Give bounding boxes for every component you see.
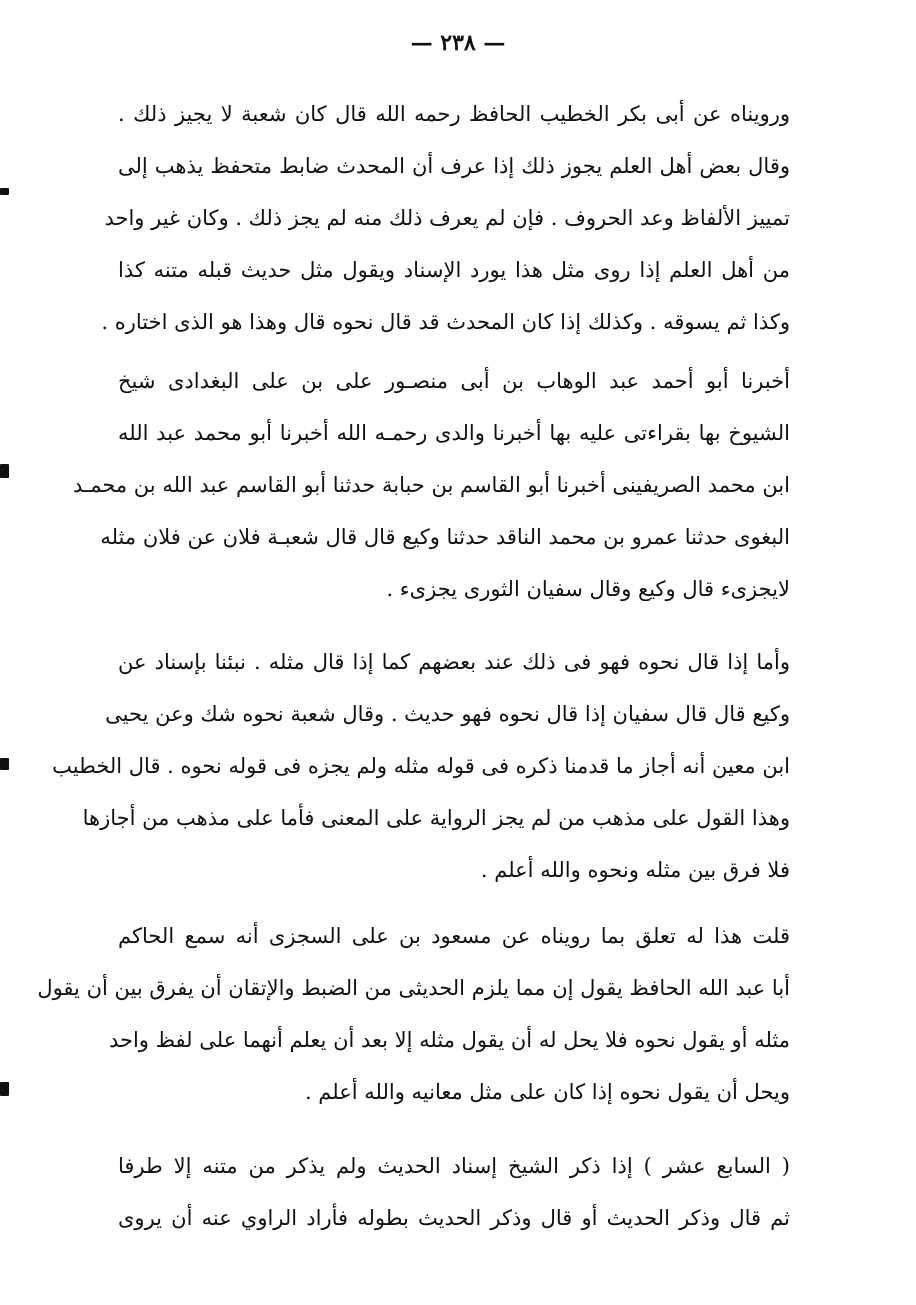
- paragraph-4: [37, 910, 790, 1118]
- text-line: مثله أو يقول نحوه فلا يحل له أن يقول مثله إلا بعد أن يعلم أنهما على لفظ واحد: [108, 1028, 790, 1052]
- text-line: وأما إذا قال نحوه فهو فى ذلك عند بعضهم كما إذا قال مثله . نبئنا بإسناد عن: [118, 650, 790, 674]
- text-line: وكيع قال قال سفيان إذا قال نحوه فهو حديث . وقال شعبة نحوه شك وعن يحيى: [105, 702, 790, 726]
- margin-mark: [0, 464, 9, 478]
- text-line: ( السابع عشر ) إذا ذكر الشيخ إسناد الحديث ولم يذكر من متنه إلا طرفا: [118, 1154, 790, 1178]
- text-line: من أهل العلم إذا روى مثل هذا يورد الإسناد ويقول مثل حديث قبله متنه كذا: [118, 258, 790, 282]
- paragraph-5: [118, 1140, 790, 1244]
- text-line: الشيوخ بها بقراءتى عليه بها أخبرنا والدى رحمـه الله أخبرنا أبو محمد عبد الله: [118, 421, 790, 445]
- text-line: البغوى حدثنا عمرو بن محمد الناقد حدثنا وكيع قال قال شعبـة فلان عن فلان مثله: [100, 525, 790, 549]
- paragraph-3: [52, 636, 790, 896]
- text-line: فلا فرق بين مثله ونحوه والله أعلم .: [480, 858, 790, 882]
- paragraph-2: [73, 355, 790, 615]
- text-line: وهذا القول على مذهب من لم يجز الرواية على المعنى فأما على مذهب من أجازها: [82, 806, 790, 830]
- text-line: أخبرنا أبو أحمد عبد الوهاب بن أبى منصـور على بن على البغدادى شيخ: [118, 369, 790, 393]
- text-line: ويحل أن يقول نحوه إذا كان على مثل معانيه والله أعلم .: [304, 1080, 790, 1104]
- text-line: ثم قال وذكر الحديث أو قال وذكر الحديث بطوله فأراد الراوي عنه أن يروى: [118, 1206, 790, 1230]
- text-line: ابن محمد الصريفينى أخبرنا أبو القاسم بن حبابة حدثنا أبو القاسم عبد الله بن محمـد: [73, 473, 790, 497]
- text-line: وكذا ثم يسوقه . وكذلك إذا كان المحدث قد قال نحوه قال وهذا هو الذى اختاره .: [101, 310, 790, 334]
- text-line: أبا عبد الله الحافظ يقول إن مما يلزم الحديثى من الضبط والإتقان أن يفرق بين أن يقول: [37, 976, 790, 1000]
- text-line: وقال بعض أهل العلم يجوز ذلك إذا عرف أن المحدث ضابط متحفظ يذهب إلى: [118, 154, 790, 178]
- text-line: ورويناه عن أبى بكر الخطيب الحافظ رحمه الله قال كان شعبة لا يجيز ذلك .: [118, 102, 790, 126]
- page-number: — ٢٣٨ —: [410, 30, 506, 56]
- text-line: قلت هذا له تعلق بما رويناه عن مسعود بن على السجزى أنه سمع الحاكم: [118, 924, 790, 948]
- margin-mark: [0, 188, 9, 195]
- text-line: ابن معين أنه أجاز ما قدمنا ذكره فى قوله مثله ولم يجزه فى قوله نحوه . قال الخطيب: [52, 754, 790, 778]
- margin-mark: [0, 758, 9, 770]
- text-line: تمييز الألفاظ وعد الحروف . فإن لم يعرف ذلك منه لم يجز ذلك . وكان غير واحد: [104, 206, 790, 230]
- paragraph-1: [101, 88, 790, 348]
- text-line: لايجزىء قال وكيع وقال سفيان الثورى يجزىء .: [386, 577, 790, 601]
- margin-mark: [0, 1082, 9, 1096]
